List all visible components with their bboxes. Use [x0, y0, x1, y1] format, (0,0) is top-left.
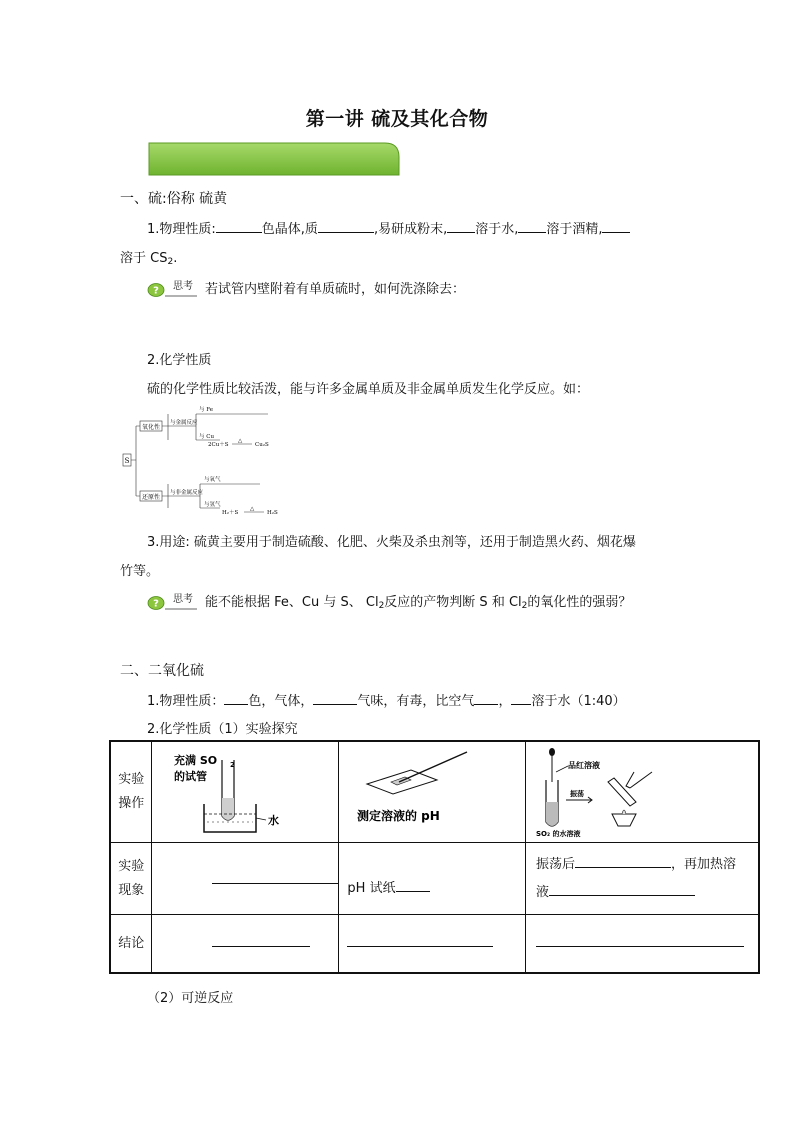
cell-conclusion-2	[339, 915, 526, 974]
svg-text:2Cu＋S: 2Cu＋S	[208, 442, 229, 448]
page-title: 第一讲 硫及其化合物	[305, 108, 489, 130]
cell-conclusion-3	[526, 915, 760, 974]
svg-text:H₂S: H₂S	[267, 510, 278, 516]
svg-text:的试管: 的试管	[174, 770, 208, 783]
diagram-s: S	[124, 457, 130, 465]
answer-blank[interactable]	[575, 867, 671, 868]
cell-phenomenon-3: 振荡后 ，再加热溶 液	[526, 843, 760, 915]
svg-text:与非金属反应: 与非金属反应	[170, 490, 204, 496]
svg-text:与 Fe: 与 Fe	[199, 407, 214, 413]
ph-paper-illustration	[339, 742, 523, 838]
svg-text:与 Cu: 与 Cu	[199, 434, 214, 440]
so2-physical-properties: 1.物理性质： 色，气体， 气味，有毒，比空气 ， 溶于水（1:40）	[147, 690, 626, 713]
blank-cs2[interactable]	[602, 218, 630, 233]
svg-text:与氢气: 与氢气	[204, 502, 221, 508]
chem-heading: 2.化学性质	[147, 353, 212, 368]
section2-heading: 二、二氧化硫	[120, 663, 204, 679]
row-label-operation: 实验 操作	[110, 741, 152, 843]
svg-text:SO₂ 的水溶液: SO₂ 的水溶液	[536, 830, 581, 838]
svg-text:Cu₂S: Cu₂S	[255, 442, 269, 448]
svg-text:与金属反应: 与金属反应	[170, 420, 198, 426]
sulfur-cs2-line: 溶于 $CS_2$.	[120, 251, 178, 267]
think-label: 思考	[173, 281, 193, 292]
cell-phenomenon-2: pH 试纸	[339, 843, 526, 915]
chem-text: 硫的化学性质比较活泼，能与许多金属单质及非金属单质发生化学反应。如：	[147, 382, 590, 397]
use-line-1: 3.用途: 硫黄主要用于制造硫酸、化肥、火柴及杀虫剂等，还用于制造黑火药、烟花爆	[147, 535, 636, 550]
svg-text:H₂＋S: H₂＋S	[222, 510, 239, 516]
cell-ph-test	[339, 741, 526, 843]
test-tube-in-water-illustration	[152, 742, 328, 838]
so2-chem-heading: 2.化学性质（1）实验探究	[147, 722, 298, 737]
magenta-dye-illustration	[526, 742, 758, 838]
svg-text:充满 SO: 充满 SO	[174, 754, 218, 767]
blank-color[interactable]	[216, 218, 262, 233]
cell-phenomenon-1	[152, 843, 339, 915]
answer-blank[interactable]	[347, 946, 493, 947]
think-question-2: ? 思考 能不能根据 Fe、Cu 与 S、 $Cl_2$反应的产物判断 S 和 $Cl_2$的氧化性的强弱？	[147, 592, 631, 617]
answer-blank[interactable]	[536, 946, 744, 947]
cell-conclusion-1	[152, 915, 339, 974]
svg-text:?: ?	[153, 285, 159, 296]
table-row	[110, 741, 759, 843]
svg-text:还原性: 还原性	[141, 494, 161, 501]
section1-heading: 一、硫:俗称 硫黄	[120, 191, 228, 207]
blank-so2-solubility[interactable]	[511, 690, 531, 705]
blank-so2-smell[interactable]	[313, 690, 357, 705]
table-row	[110, 915, 759, 974]
svg-text:测定溶液的 pH: 测定溶液的 pH	[357, 809, 441, 823]
cell-test-tube	[152, 741, 339, 843]
svg-text:品红溶液: 品红溶液	[568, 761, 600, 770]
use-line-2: 竹等。	[120, 564, 160, 579]
cell-dye-test	[526, 741, 760, 843]
experiment-table	[109, 740, 760, 974]
svg-text:△: △	[250, 506, 255, 512]
answer-blank[interactable]	[396, 891, 430, 892]
think-question-1: ? 思考 若试管内壁附着有单质硫时，如何洗涤除去：	[147, 279, 465, 301]
row-label-phenomenon: 实验 现象	[110, 843, 152, 915]
blank-texture[interactable]	[318, 218, 374, 233]
svg-text:与氧气: 与氧气	[204, 477, 221, 483]
answer-blank[interactable]	[549, 895, 695, 896]
svg-text:?: ?	[153, 598, 159, 609]
blank-water[interactable]	[447, 218, 475, 233]
svg-text:氧化性: 氧化性	[141, 424, 161, 431]
sulfur-reaction-diagram	[120, 400, 290, 516]
blank-so2-density[interactable]	[474, 690, 498, 705]
svg-text:△: △	[238, 438, 243, 444]
sulfur-physical-properties: 1.物理性质: 色晶体,质 ,易研成粉末, 溶于水, 溶于酒精,	[147, 218, 630, 241]
blank-alcohol[interactable]	[518, 218, 546, 233]
svg-text:2: 2	[230, 761, 236, 769]
svg-text:水: 水	[268, 814, 280, 827]
answer-blank[interactable]	[212, 883, 338, 884]
reversible-reaction-heading: （2）可逆反应	[147, 991, 234, 1006]
svg-text:振荡: 振荡	[570, 790, 584, 798]
think-label: 思考	[173, 594, 193, 605]
blank-so2-color[interactable]	[224, 690, 248, 705]
answer-blank[interactable]	[212, 946, 310, 947]
row-label-conclusion: 结论	[110, 915, 152, 974]
title-banner	[147, 141, 401, 177]
table-row	[110, 843, 759, 915]
